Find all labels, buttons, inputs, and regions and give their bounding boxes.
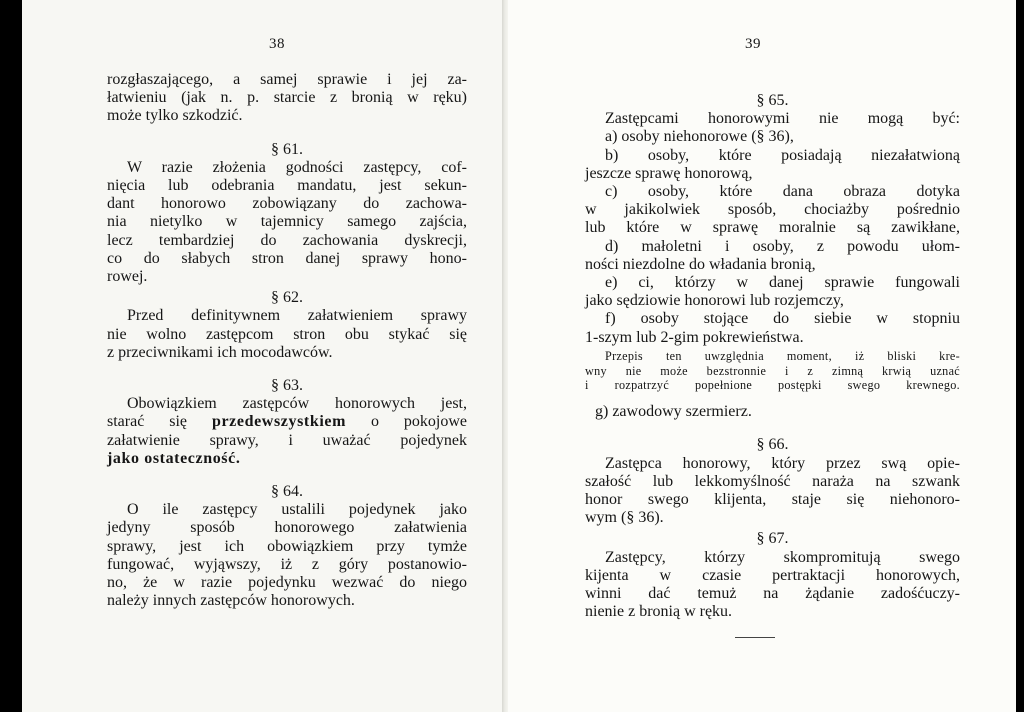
text-line: w jakikolwiek sposób, chociażby pośrednio — [585, 201, 960, 219]
text-line: honor swego klijenta, staje się niehonoro- — [585, 491, 960, 509]
list-item-b: b) osoby, które posiadają niezałatwioną — [605, 146, 960, 164]
note-line: Przepis ten uwzględnia moment, iż bliski kre- — [605, 348, 960, 363]
spacer — [585, 393, 960, 403]
note-line: i rozpatrzyć popełnione postępki swego krewnego. — [585, 378, 960, 393]
text-line: no, że w razie pojedynku wezwać do niego — [107, 574, 467, 592]
emphasis-text: jako ostateczność. — [107, 449, 241, 467]
text-line: kijenta w czasie pertraktacji honorowych, — [585, 566, 960, 584]
text-line: nienie z bronią w ręku. — [585, 603, 733, 621]
text-line: lecz tembardziej do zachowania dyskrecji, — [107, 231, 467, 249]
text-line: nięcia lub odebrania mandatu, jest sekun- — [107, 177, 467, 195]
text-line: co do słabych stron danej sprawy hono- — [107, 249, 467, 267]
text-line: lub które w sprawę moralnie są zawikłane, — [585, 219, 960, 237]
section-heading-63: § 63. — [271, 377, 303, 395]
text-line: fungować, wyjąwszy, iż z góry postanowio- — [107, 555, 467, 573]
text-line: Zastępcy, którzy skompromitują swego — [605, 548, 960, 566]
list-item-a: a) osoby niehonorowe (§ 36), — [605, 128, 794, 146]
text-line: z przeciwnikami ich mocodawców. — [107, 343, 333, 361]
section-heading-61: § 61. — [271, 140, 303, 158]
text-line: ności niezdolne do władania bronią, — [585, 255, 816, 273]
text-line: Zastępcami honorowymi nie mogą być: — [605, 110, 960, 128]
page-number-left: 38 — [269, 36, 285, 52]
list-item-f: f) osoby stojące do siebie w stopniu — [605, 310, 960, 328]
text-line: jako sędziowie honorowi lub rozjemczy, — [585, 292, 844, 310]
paragraph-62 — [107, 307, 467, 362]
left-page — [22, 0, 502, 712]
text-line: dant honorowo zobowiązany do zachowa- — [107, 195, 467, 213]
section-heading-67: § 67. — [756, 530, 789, 548]
text-line: 1-szym lub 2-gim pokrewieństwa. — [585, 328, 804, 346]
text-line: szałość lub lekkomyślność naraża na szwank — [585, 472, 960, 490]
paragraph-66 — [585, 455, 960, 528]
closing-rule — [735, 637, 775, 638]
right-page — [508, 0, 1016, 712]
section-heading-65: § 65. — [756, 92, 789, 109]
text-line: wym (§ 36). — [585, 509, 664, 527]
paragraph-continuation — [107, 71, 467, 126]
text-line: może tylko szkodzić. — [107, 107, 243, 125]
page-number-right: 39 — [745, 36, 761, 52]
list-item-e: e) ci, którzy w danej sprawie fungowali — [605, 274, 960, 292]
list-item-d: d) małoletni i osoby, z powodu ułom- — [605, 237, 960, 255]
text-fragment: starać się — [107, 413, 212, 431]
note-line: wny nie może bezstronnie i z zimną krwią uznać — [585, 363, 960, 378]
text-line: rozgłaszającego, a samej sprawie i jej za- — [107, 71, 467, 88]
section-heading-64: § 64. — [271, 483, 303, 501]
text-line: załatwienie sprawy, i uważać pojedynek — [107, 431, 467, 449]
text-line: Obowiązkiem zastępców honorowych jest, — [127, 395, 467, 413]
text-line: O ile zastępcy ustalili pojedynek jako — [127, 501, 467, 519]
section-heading-62: § 62. — [271, 289, 303, 307]
text-line: Przed definitywnem załatwieniem sprawy — [127, 307, 467, 325]
text-line: jeszcze sprawę honorową, — [585, 164, 753, 182]
paragraph-67 — [585, 549, 960, 622]
text-line: jedyny sposób honorowego załatwienia — [107, 519, 467, 537]
text-line: nia nietylko w tajemnicy samego zajścia, — [107, 213, 467, 231]
text-line: W razie złożenia godności zastępcy, cof- — [127, 158, 467, 176]
text-line — [107, 413, 467, 431]
text-line: należy innych zastępców honorowych. — [107, 592, 355, 610]
text-line: Zastępca honorowy, który przez swą opie- — [605, 454, 960, 472]
text-line: sprawy, jest ich obowiązkiem przy tymże — [107, 537, 467, 555]
paragraph-64 — [107, 501, 467, 610]
right-text-column — [585, 92, 960, 621]
text-line: winni dać temuż na żądanie zadośćuczy- — [585, 585, 960, 603]
footnote — [585, 349, 960, 393]
text-line: łatwieniu (jak n. p. starcie z bronią w ręku) — [107, 89, 467, 107]
list-item-g: g) zawodowy szermierz. — [595, 403, 752, 421]
text-fragment: o pokojowe — [346, 413, 467, 431]
section-heading-66: § 66. — [756, 436, 789, 454]
text-line: rowej. — [107, 268, 148, 286]
paragraph-63 — [107, 395, 467, 468]
paragraph-65 — [585, 110, 960, 347]
paragraph-61 — [107, 159, 467, 286]
list-item-c: c) osoby, które dana obraza dotyka — [605, 183, 960, 201]
left-text-column — [107, 71, 467, 610]
emphasis-text: przedewszystkiem — [211, 413, 346, 431]
text-line: nie wolno zastępcom stron obu stykać się — [107, 325, 467, 343]
